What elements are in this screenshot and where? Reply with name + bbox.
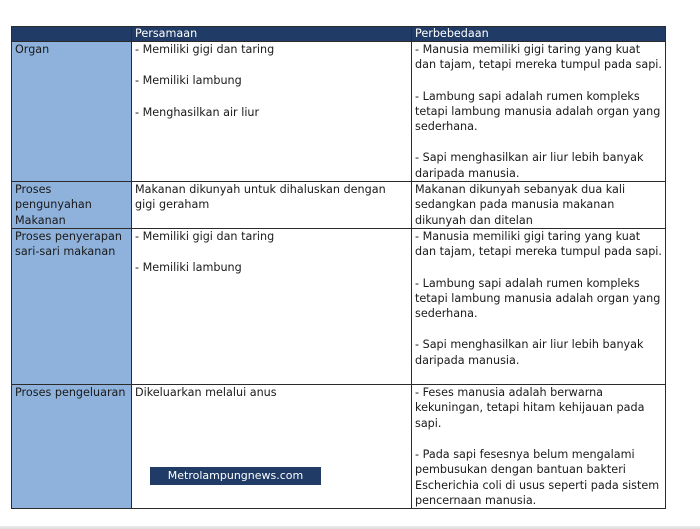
similarity-item: - Memiliki lambung (135, 261, 242, 275)
cell-persamaan-pengeluaran (132, 385, 412, 509)
row-label-line: sari-sari makanan (15, 245, 116, 259)
similarity-item: - Memiliki lambung (135, 74, 242, 88)
cell-perbedaan-pengeluaran (412, 385, 666, 509)
header-empty (12, 27, 132, 42)
difference-item: Makanan dikunyah sebanyak dua kali sedangkan pada manusia makanan dikunyah dan ditelan (415, 183, 626, 227)
similarity-item: - Memiliki gigi dan taring (135, 229, 275, 243)
difference-item: - Manusia memiliki gigi taring yang kuat dan tajam, tetapi mereka tumpul pada sapi. (415, 229, 662, 259)
similarity-item: - Menghasilkan air liur (135, 105, 260, 119)
table-row-pengunyahan (12, 182, 666, 229)
difference-item: - Lambung sapi adalah rumen kompleks tetapi lambung manusia adalah organ yang sederhana. (415, 276, 661, 321)
cell-persamaan-organ (132, 42, 412, 182)
similarity-item: Dikeluarkan melalui anus (135, 386, 277, 400)
header-row (12, 27, 666, 42)
row-label-pengunyahan (12, 182, 132, 229)
row-label-line: Proses penyerapan (15, 229, 122, 243)
table-row-organ (12, 42, 666, 182)
header-perbedaan: Perbebedaan (412, 27, 666, 42)
row-label-organ (12, 42, 132, 182)
table-row-penyerapan (12, 228, 666, 384)
row-label-penyerapan (12, 228, 132, 384)
difference-item: - Feses manusia adalah berwarna kekuningan, tetapi hitam kehijauan pada sapi. (415, 386, 645, 430)
cell-perbedaan-organ (412, 42, 666, 182)
similarity-item: Makanan dikunyah untuk dihaluskan dengan gigi geraham (135, 183, 386, 212)
row-label-line: Proses pengeluaran (15, 386, 126, 400)
row-label-pengeluaran (12, 385, 132, 509)
header-persamaan: Persamaan (132, 27, 412, 42)
difference-item: - Lambung sapi adalah rumen kompleks tetapi lambung manusia adalah organ yang sederhana. (415, 89, 661, 134)
difference-item: - Sapi menghasilkan air liur lebih banyak daripada manusia. (415, 151, 644, 180)
difference-item: - Manusia memiliki gigi taring yang kuat dan tajam, tetapi mereka tumpul pada sapi. (415, 43, 662, 72)
row-label-line: Organ (15, 43, 50, 56)
similarity-item: - Memiliki gigi dan taring (135, 43, 275, 56)
cell-perbedaan-penyerapan (412, 228, 666, 384)
row-label-line: Proses pengunyahan (15, 183, 92, 212)
watermark-banner: Metrolampungnews.com (150, 467, 321, 485)
difference-item: - Pada sapi fesesnya belum mengalami pembusukan dengan bantuan bakteri Escherichia coli di usus seperti pada sistem pencernaan manusia. (415, 447, 660, 507)
cell-persamaan-pengunyahan (132, 182, 412, 229)
table-row-pengeluaran (12, 385, 666, 509)
row-label-line: Makanan (15, 213, 66, 227)
cell-persamaan-penyerapan (132, 228, 412, 384)
cell-perbedaan-pengunyahan (412, 182, 666, 229)
difference-item: - Sapi menghasilkan air liur lebih banyak daripada manusia. (415, 338, 644, 367)
comparison-table (11, 26, 666, 509)
